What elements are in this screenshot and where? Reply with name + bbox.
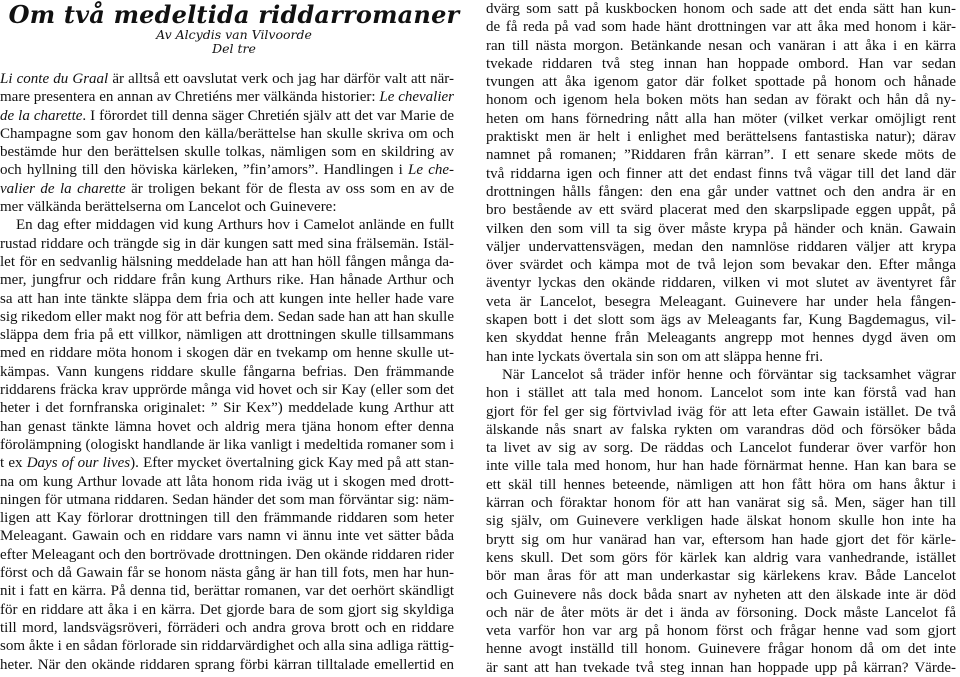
text-line: sig själv, om Guinevere verkligen hade älskat honom skulle hon inte ha	[486, 513, 956, 530]
text-line: En dag efter middagen vid kung Arthurs hov i Camelot anlände en fullt	[16, 217, 454, 234]
left-column	[0, 70, 454, 674]
text-line: tvungen att åka igenom gator där folket spottade på honom och hånade	[486, 74, 956, 91]
text-line: nit i fatt en kärra. På denna tid, berättar romanen, var det oerhört skändligt	[0, 583, 454, 600]
text-line: vilken den som vill ta sig över måste krypa på händer och knän. Gawain	[486, 220, 956, 237]
text-line: Li conte du Graal är alltså ett oavslutat verk och jag har därför valt att när-	[0, 71, 454, 87]
text-line: kärran och föraktar honom för att han vanärat sig så. Men, säger han till	[486, 495, 956, 512]
text-line: och Guinevere nås dock båda snart av nyheten att den älskade inte är död	[486, 586, 956, 603]
text-line: praktiskt men är helt i enlighet med berättelsens fantastiska natur); därav	[486, 129, 956, 146]
body-text	[486, 0, 956, 677]
text-line: skapen bott i det slott som ägs av Meleagants far, Kung Bagdemagus, vil-	[486, 312, 956, 329]
text-line: Champagne som gav honom den källa/berättelse han skulle skriva om och	[0, 125, 454, 142]
text-line: kens skull. Det som görs för kärlek kan aldrig vara vanhedrande, istället	[486, 549, 956, 566]
text-line: väljer undervattensvägen, medan den namnlöse riddaren väljer att krypa	[486, 238, 956, 255]
text-line: mare presentera en annan av Chretiéns mer välkända historier: Le chevalier	[0, 89, 454, 106]
text-line: ran till nästa morgon. Betänkande nesan och vanäran i att åka i en kärra	[486, 37, 956, 54]
text-line: valier de la charette är troligen bekant för de flesta av oss som en av de	[0, 180, 455, 197]
text-line: sig rikedom eller makt nog för att befria dem. Sedan sade han att han skulle	[0, 308, 454, 325]
text-line: heten om hans förnedring nått alla han möter (vilket verkar omöjligt rent	[486, 110, 956, 127]
text-line: först och då Gawain får se honom nästa gång är han till fots, men har hun-	[0, 565, 454, 582]
text-line: När Lancelot så träder inför henne och förväntar sig tacksamhet vägrar	[502, 366, 956, 383]
text-line: de få reda på vad som hade hänt drottningen var att åka med honom i kär-	[486, 19, 956, 36]
text-line: och när de åter möts är det i ända av försoning. Dock måste Lancelot få	[486, 604, 956, 621]
text-line: heter. När den okände riddaren sprang förbi kärran tilltalade emellertid en	[0, 656, 454, 673]
text-line: släppa dem fria på ett villkor, nämligen att drottningen skulle tillsammans	[0, 327, 454, 344]
text-line: de la charette. I förordet till denna säger Chretién själv att det var Marie de	[0, 107, 454, 124]
text-line: veta är Lancelot, besegra Meleagant. Guinevere har under hela fången-	[486, 293, 956, 310]
right-column	[486, 0, 956, 677]
article-part: Del tre	[212, 41, 256, 56]
text-line: två riddarna igen och finner att det endast finns två vägar till det land där	[486, 165, 956, 182]
text-line: gjort för fel ger sig förtvivlad iväg för att leta efter Gawain istället. De två	[486, 403, 956, 420]
text-line: som åkte i en sådan förlorade sin riddarvärdighet och alla sina adliga rättig-	[0, 638, 454, 655]
text-line: med en riddare möta honom i skogen där en tvekamp om henne skulle ut-	[0, 345, 454, 362]
text-line: bro bestående av ett svärd placerat med den skarpslipade eggen uppåt, på	[486, 202, 956, 219]
text-line: ta livet av sig av sorg. De räddas och Lancelot funderar över varför hon	[486, 440, 956, 457]
text-line: rustad riddare och trängde sig in där kungen satt med sina frälsemän. Istäl-	[0, 235, 454, 252]
text-line: heter i det fornfranska originalet: ” Sir Kex”) meddelade kung Arthur att	[0, 400, 454, 417]
text-line: ligen att Kay förlorar drottningen till den främmande riddaren som heter	[0, 510, 454, 527]
text-line: han genast tänkte lämna hovet och aldrig mera tjäna honom efter denna	[0, 418, 454, 435]
text-line: veta varför hon var arg på honom först och frågar henne vad som gjort	[486, 623, 956, 640]
text-line: han inte lyckats övertala sin son om att släppa henne fri.	[486, 348, 823, 365]
text-line: över svärdet och kämpa mot de två lejon som bevakar den. Efter många	[486, 257, 956, 274]
text-line: t ex Days of our lives). Efter mycket övertalning gick Kay med på att stan-	[0, 455, 454, 472]
text-line: riddarens fräcka krav upprörde många vid hovet och sir Kay (eller som det	[0, 382, 454, 399]
text-line: efter Meleagant och den bortrövade drottningen. Den okände riddaren rider	[0, 546, 454, 563]
text-line: Meleagant. Gawain och en riddare vars namn vi ännu inte vet sätter båda	[0, 528, 454, 545]
article-author: Av Alcydis van Vilvoorde	[156, 27, 312, 42]
text-line: älskande nås snart av falska rykten om varandras död och försöker båda	[486, 421, 956, 438]
text-line: namnet på romanen; ”Riddaren från kärran”. I ett senare skede möts de	[486, 147, 956, 164]
text-line: mer, jungfrur och riddare från kung Arthurs rike. Han hånade Arthur och	[0, 272, 454, 289]
text-line: kämpas. Vann kungens riddare skulle fångarna befrias. Den främmande	[0, 363, 454, 380]
text-line: tvekade riddaren två steg innan han hoppade ombord. Han var sedan	[486, 55, 956, 72]
text-line: honom och igenom hela boken möts han sedan av förakt och hån då ny-	[486, 92, 956, 109]
text-line: sa att han inte tänkte släppa dem fria och att kungen inte heller hade vare	[0, 290, 454, 307]
text-line: inte ville tala med honom, hur han hade förnärmat henne. Han kan bara se	[486, 458, 956, 475]
text-line: na om kung Arthur lovade att låta honom rida iväg ut i skogen med drott-	[0, 473, 454, 490]
text-line: brytt sig om hur vanärad han var, eftersom han hade gjort det för kärle-	[486, 531, 956, 548]
text-line: och hyllning till den höviska kärleken, ”fin’amors”. Handlingen i Le che-	[0, 162, 455, 179]
text-line: drottningen hålls fången: den ena går under vattnet och den andra är en	[486, 183, 956, 200]
text-line: är sant att han tvekade två steg innan han hoppade upp på kärran? Värde-	[486, 659, 956, 676]
text-line: till mord, landsvägsröveri, förräderi och andra grova brott och en riddare	[0, 619, 454, 636]
text-line: för en riddare att åka i en kärra. Det gjorde bara de som gjort sig skyldiga	[0, 601, 454, 618]
text-line: dvärg som satt på kuskbocken honom och sade att det enda sätt han kun-	[486, 1, 956, 17]
text-line: ken skyddat henne från Meleagants angrepp mot hennes dygd även om	[486, 330, 956, 347]
text-line: hon i stället att tala med honom. Lancelot som inte kan förstå vad han	[486, 385, 956, 402]
article-header	[0, 0, 468, 56]
text-line: mer välkända berättelserna om Lancelot och Guinevere:	[0, 199, 337, 216]
text-line: henne avogt inställd till honom. Guinevere frågar honom då om det inte	[486, 641, 956, 658]
text-line: ett skäl till hennes beteende, nämligen att hon fått höra om hans åktur i	[486, 476, 956, 493]
text-line: bör man åras för att man underkastar sig kärlekens krav. Både Lancelot	[486, 568, 956, 585]
text-line: ningen för utmana riddaren. Sedan händer det som man förväntar sig: näm-	[0, 491, 454, 508]
body-text	[0, 70, 454, 674]
text-line: let för en sedvanlig hälsning meddelade han att han höll fången många da-	[0, 253, 454, 270]
text-line: bestämde hur den berättelsen skulle tolkas, nämligen som en skildring av	[0, 144, 454, 161]
text-line: förolämpning (ologiskt handlande är lika vanligt i medeltida romaner som i	[0, 436, 454, 453]
text-line: äventyr lyckas den okände riddaren, vilken vi mot slutet av äventyret får	[486, 275, 956, 292]
article-title: Om två medeltida riddarromaner	[8, 0, 460, 29]
